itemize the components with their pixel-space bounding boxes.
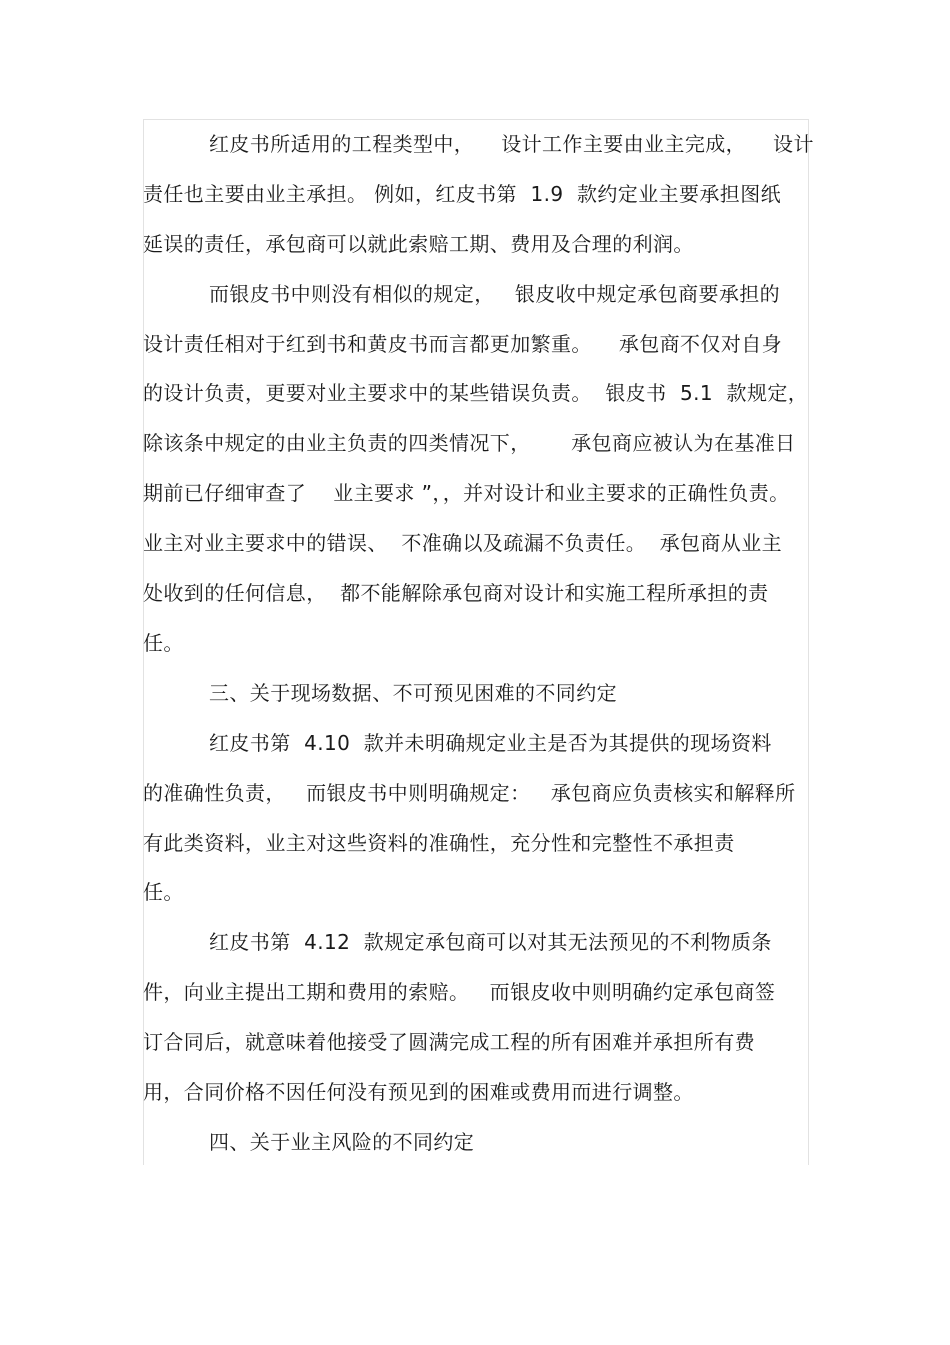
text-line: 延误的责任，承包商可以就此索赔工期、费用及合理的利润。 [143,232,694,256]
text-line: 任。 [143,631,184,655]
text-line: 红皮书第 4.12 款规定承包商可以对其无法预见的不利物质条 [209,930,772,954]
text-line: 设计责任相对于红到书和黄皮书而言都更加繁重。 承包商不仅对自身 [143,332,783,356]
section-heading: 四、关于业主风险的不同约定 [209,1130,475,1154]
text-line: 有此类资料，业主对这些资料的准确性，充分性和完整性不承担责 [143,831,735,855]
text-line: 件，向业主提出工期和费用的索赔。 而银皮收中则明确约定承包商签 [143,980,776,1004]
text-line: 处收到的任何信息， 都不能解除承包商对设计和实施工程所承担的责 [143,581,769,605]
text-line: 的设计负责，更要对业主要求中的某些错误负责。 银皮书 5.1 款规定， [143,381,809,405]
text-line: 订合同后，就意味着他接受了圆满完成工程的所有困难并承担所有费 [143,1030,755,1054]
page-frame [143,119,809,1165]
text-line: 红皮书第 4.10 款并未明确规定业主是否为其提供的现场资料 [209,731,772,755]
text-line: 除该条中规定的由业主负责的四类情况下， 承包商应被认为在基准日 [143,431,796,455]
text-line: 业主对业主要求中的错误、 不准确以及疏漏不负责任。 承包商从业主 [143,531,783,555]
text-line: 用，合同价格不因任何没有预见到的困难或费用而进行调整。 [143,1080,694,1104]
text-line: 红皮书所适用的工程类型中， 设计工作主要由业主完成， 设计 [209,132,814,156]
text-line: 期前已仔细审查了 业主要求 ”，，并对设计和业主要求的正确性负责。 [143,481,790,505]
text-line: 而银皮书中则没有相似的规定， 银皮收中规定承包商要承担的 [209,282,781,306]
section-heading: 三、关于现场数据、不可预见困难的不同约定 [209,681,617,705]
text-line: 的准确性负责， 而银皮书中则明确规定： 承包商应负责核实和解释所 [143,781,796,805]
text-line: 责任也主要由业主承担。 例如，红皮书第 1.9 款约定业主要承担图纸 [143,182,781,206]
text-line: 任。 [143,880,184,904]
